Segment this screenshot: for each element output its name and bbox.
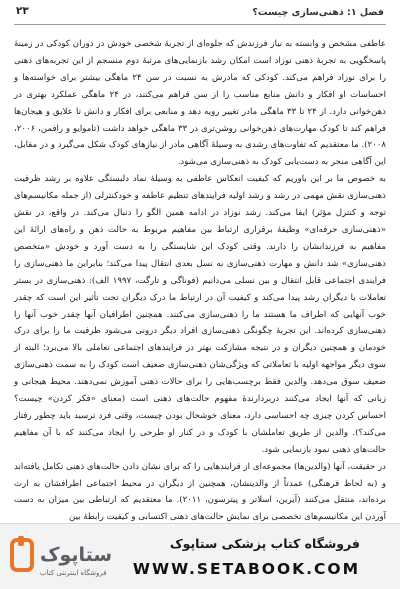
store-title: فروشگاه کتاب پزشکی ستاپوک	[169, 536, 360, 551]
paragraph-2: به خصوص ما بر این باوریم که کیفیت انعکاس عاطفی به وسیلهٔ نماد دلبستگی علاوه بر رشد ظرفیت ذهنی‌سازی نقش مهمی در رشد و رشد اولیه فرایندهای تنظیم عاطفه و خودکنترلی (از جمله مکانیسم‌های توجه و کنترل مؤثر) ایفا می‌کند. رشد نوزاد در ادامه همین الگو را دنبال می‌کند. در واقع، در نقش «ذهنی‌سازی حرفه‌ای» وظیفهٔ برقراری ارتباط بین مفاهیم مربوط به حالت ذهن و راه‌های ارائهٔ این مفاهیم به فرزندانشان را دارند. وقتی کودک این شایستگی را به دست آورد و خودش «متخصص ذهنی‌سازی» شد دانش و مهارت ذهنی‌سازی به نسل بعدی انتقال پیدا می‌کند؛ بنابراین ما ذهنی‌سازی را فرایندی اجتماعی قابل انتقال و بین نسلی می‌دانیم (فوناگی و تارگت، ۱۹۹۷ الف): ذهنی‌سازی در بستر تعاملات با دیگران رشد پیدا می‌کند و کیفیت آن در ارتباط ما درک دیگران تحت تأثیر این است که چقدر خوب آنهایی که اطراف ما هستند ما را ذهنی‌سازی می‌کنند. همچنین اطرافیان آنها چقدر خوب آنها را ذهنی‌سازی کرده‌اند. این تجربهٔ چگونگی ذهنی‌سازی افراد دیگر درونی می‌شود ظرفیت ما را برای درک خودمان و همچنین دیگران و در نتیجه مشارکت بهتر در فرایندهای اجتماعی تعاملی بالا می‌برد؛ البته از سوی دیگر مواجهه اولیه با تعاملاتی که ویژگی‌شان ذهنی‌سازی ضعیف است کودک را به سمت ذهنی‌سازی ضعیف سوق می‌دهد. والدین فقط برچسب‌هایی را برای حالات ذهنی آموزش نمی‌دهند. محیط هیجانی و زبانی که آنها ایجاد می‌کنند دربردارندهٔ مفهوم حالت‌های ذهنی است (معنای «فکر کردن» چیست؟ احساس کردن چیزی چه احساسی دارد، معنای خوشحال بودن چیست، وقتی فرد ترسید باید چطور رفتار می‌کند؟). والدین از طریق تعاملشان با کودک و در کنار او طرحی را ایجاد می‌کنند که با آن مفاهیم حالت‌های ذهنی نمود بازنمایی شود.	[14, 174, 386, 455]
paragraph-1: عاطفی مشخص و وابسته به نیاز فرزندش که جلوه‌ای از تجربهٔ شخصی خودش در دوران کودکی در زمینهٔ پاسخگویی به تجربهٔ ذهنی نوزاد است امکان رشد بازنمایی‌های مرتبهٔ دوم منسجم از این تجربه‌های ذهنی را برای نوزاد فراهم می‌کند. کودکی که مادرش به نسبت در سن ۲۴ ماهگی بیشتر برای خواسته‌ها و احساسات او افکار و دانش منابع مناسب را از سن فراهم می‌کنند، در ۲۴ ماهگی عملکرد بهتری در ذهن‌خوانی دارد. از ۲۴ تا ۳۳ ماهگی مادر تغییر رویه دهد و منابعی برای افکار و دانش تا علایق و هیجان‌ها فراهم کند تا کودک مهارت‌های ذهن‌خوانی روشن‌تری در ۳۳ ماهگی خواهد داشت (تاموایو و رافمن، ۲۰۰۶، ۲۰۰۸). ما معتقدیم که تفاوت‌های رشدی به وسیلهٔ آگاهی مادر از نیازهای کودک شکل می‌گیرد و در مقابل، این آگاهی منجر به دست‌یابی کودک به ذهنی‌سازی می‌شود.	[14, 39, 386, 168]
logo-wordmark: ستاپوک	[40, 544, 113, 566]
store-url[interactable]: WWW.SETABOOK.COM	[132, 560, 360, 578]
paragraph-3: در حقیقت، آنها (والدین‌ها) مجموعه‌ای از فرایندهایی را که برای نشان دادن حالت‌های ذهنی تکامل یافته‌اند و (به لحاظ فرهنگی) عمدتاً از والدینشان، همچنین از دیگران در محیط اجتماعی اطرافشان به ارث برده‌اند، منتقل می‌کنند (آیرین، اسلاتر و پیترسون، ۲۰۱۱). ما معتقدیم که ارتباطی بین میزان به دست آوردن این مکانیسم‌های تخصصی برای نمایش حالت‌های ذهنی اکتسابی و کیفیت رابطهٔ بین	[14, 461, 386, 523]
publisher-footer	[0, 523, 400, 589]
logo-tagline: فروشگاه اینترنتی کتاب	[40, 569, 107, 577]
logo-tab-shape	[18, 536, 24, 546]
setabook-logo	[10, 534, 128, 580]
page-number: ۲۳	[16, 5, 29, 17]
chapter-title: فصل ۱: ذهنی‌سازی چیست؟	[252, 6, 384, 18]
page-header	[0, 0, 400, 24]
body-text	[14, 36, 386, 526]
header-divider	[14, 24, 386, 25]
